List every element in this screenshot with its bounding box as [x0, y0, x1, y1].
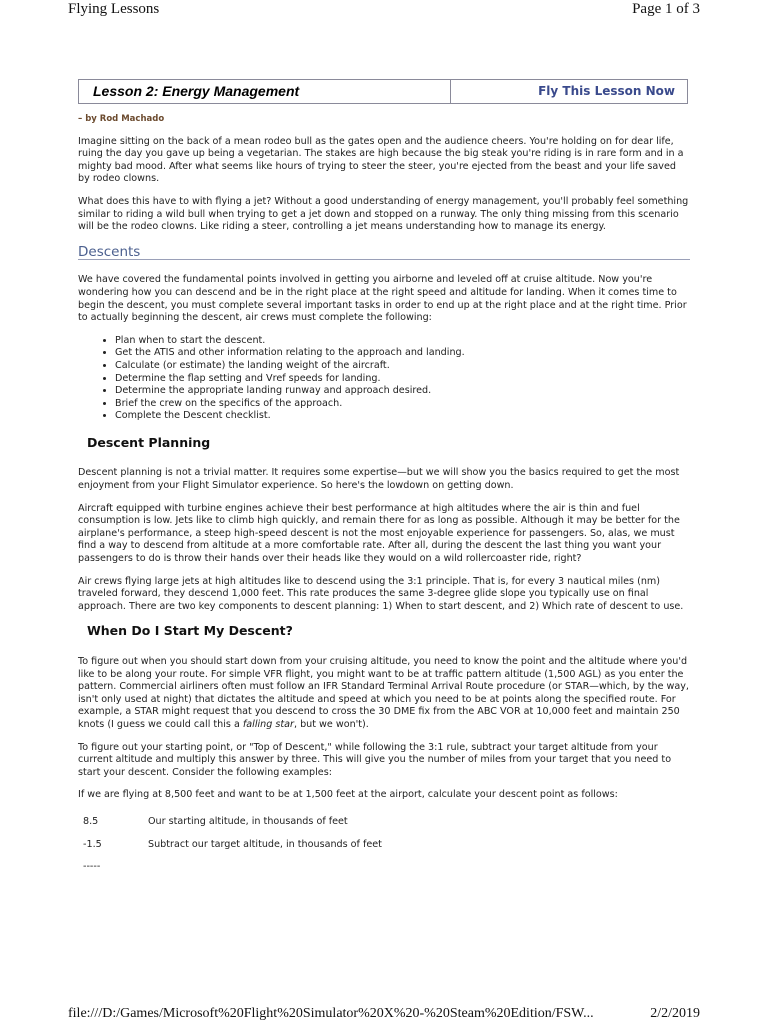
lesson-title: Lesson 2: Energy Management [79, 80, 451, 103]
print-footer-date: 2/2/2019 [650, 1006, 700, 1021]
list-item: • Determine the appropriate landing runway and approach desired. [115, 385, 690, 398]
planning-paragraph-2: Aircraft equipped with turbine engines achieve their best performance at high altitudes where the air is thin and fuel consumption is low. Jets like to climb high quickly, and remain there for as long as possible. Although it may be better for the airplane's performance, a steep high-speed descent is not the most enjoyable experience for passengers. So, alas, we must find a way to descend from altitude at a more comfortable rate. After all, during the descent the last thing you want your passengers to do is throw their hands over their heads like they would on a wild rollercoaster ride, right? [78, 502, 680, 565]
when-paragraph-1: To figure out when you should start down from your cruising altitude, you need to know the point and the altitude where you'd like to be along your route. For simple VFR flight, you might want to be at traffic pattern altitude (1,500 AGL) as you enter the pattern. Commercial airliners often must follow an IFR Standard Terminal Arrival Route procedure (or STAR—which, by the way, isn't only used at night) that dictates the altitude and speed at which you need to be at points along the specified route. For example, a STAR might request that you descend to cross the 30 DME fix from the ABC VOR at 10,000 feet and maintain 250 knots (I guess we could call this a falling star, but we won't). [78, 656, 689, 730]
section-heading-descents: Descents [78, 246, 690, 261]
when-paragraph-2: To figure out your starting point, or "Top of Descent," while following the 3:1 rule, subtract your target altitude from your current altitude and multiply this answer by three. This will give you the number of miles from your target that you need to start your descent. Consider the following examples: [78, 741, 672, 778]
intro-paragraph-2: What does this have to with flying a jet? Without a good understanding of energy management, you'll probably feel something similar to riding a wild bull when trying to get a jet down and stopped on a runway. The only thing missing from this scenario will be the rodeo clowns. Like riding a steer, controlling a jet means understanding how to manage its energy. [78, 195, 689, 233]
author-byline: – by Rod Machado [78, 114, 165, 124]
calc-row [78, 839, 690, 852]
calc-description: Subtract our target altitude, in thousands of feet [148, 838, 382, 850]
print-header-page-number: Page 1 of 3 [632, 1, 700, 17]
calc-value: 8.5 [83, 815, 99, 827]
falling-star-emphasis: falling star [242, 718, 294, 730]
calc-value: -1.5 [83, 838, 102, 850]
list-item: • Determine the flap setting and Vref speeds for landing. [115, 373, 690, 386]
planning-paragraph-3: Air crews flying large jets at high altitudes like to descend using the 3:1 principle. That is, for every 3 nautical miles (nm) traveled forward, they descend 1,000 feet. This rate produces the same 3-degree glide slope you typically use on final approach. There are two key components to descent planning: 1) When to start descent, and 2) Which rate of descent to use. [78, 575, 684, 612]
when-paragraph-3: If we are flying at 8,500 feet and want to be at 1,500 feet at the airport, calculate your descent point as follows: [78, 789, 618, 801]
intro-paragraph-1: Imagine sitting on the back of a mean rodeo bull as the gates open and the audience cheers. You're holding on for dear life, ruing the day you gave up being a vegetarian. The stakes are high because the big steak you're riding is in rare form and in a mighty bad mood. After what seems like hours of trying to steer the steer, you're ejected from the beast and your life saved by rodeo clowns. [78, 135, 684, 185]
list-item: • Get the ATIS and other information relating to the approach and landing. [115, 347, 690, 360]
print-header-title: Flying Lessons [68, 1, 160, 17]
article-body [78, 113, 690, 874]
calc-row [78, 816, 690, 829]
descents-paragraph: We have covered the fundamental points involved in getting you airborne and leveled off at cruise altitude. Now you're wondering how you can descend and be in the right place at the right speed and altitude for landing. When it comes time to begin the descent, you must complete several important tasks in order to end up at the right place and at the right time. Prior to actually beginning the descent, air crews must complete the following: [78, 274, 687, 324]
subheading-descent-planning: Descent Planning [87, 434, 211, 450]
list-item: • Brief the crew on the specifics of the approach. [115, 398, 690, 411]
planning-paragraph-1: Descent planning is not a trivial matter. It requires some expertise—but we will show you the basics required to get the most enjoyment from your Flight Simulator experience. So here's the lowdown on getting down. [78, 467, 680, 492]
subheading-when-start-descent: When Do I Start My Descent? [87, 623, 293, 639]
calc-separator: ----- [83, 861, 101, 873]
print-footer-file-path: file:///D:/Games/Microsoft%20Flight%20Simulator%20X%20-%20Steam%20Edition/FSW... [68, 1006, 594, 1021]
fly-this-lesson-link[interactable]: Fly This Lesson Now [538, 84, 675, 98]
calc-description: Our starting altitude, in thousands of feet [148, 815, 348, 827]
list-item: • Complete the Descent checklist. [115, 410, 690, 423]
list-item: • Plan when to start the descent. [115, 335, 690, 348]
descent-task-list [78, 335, 690, 423]
lesson-banner [78, 79, 688, 104]
list-item: • Calculate (or estimate) the landing weight of the aircraft. [115, 360, 690, 373]
